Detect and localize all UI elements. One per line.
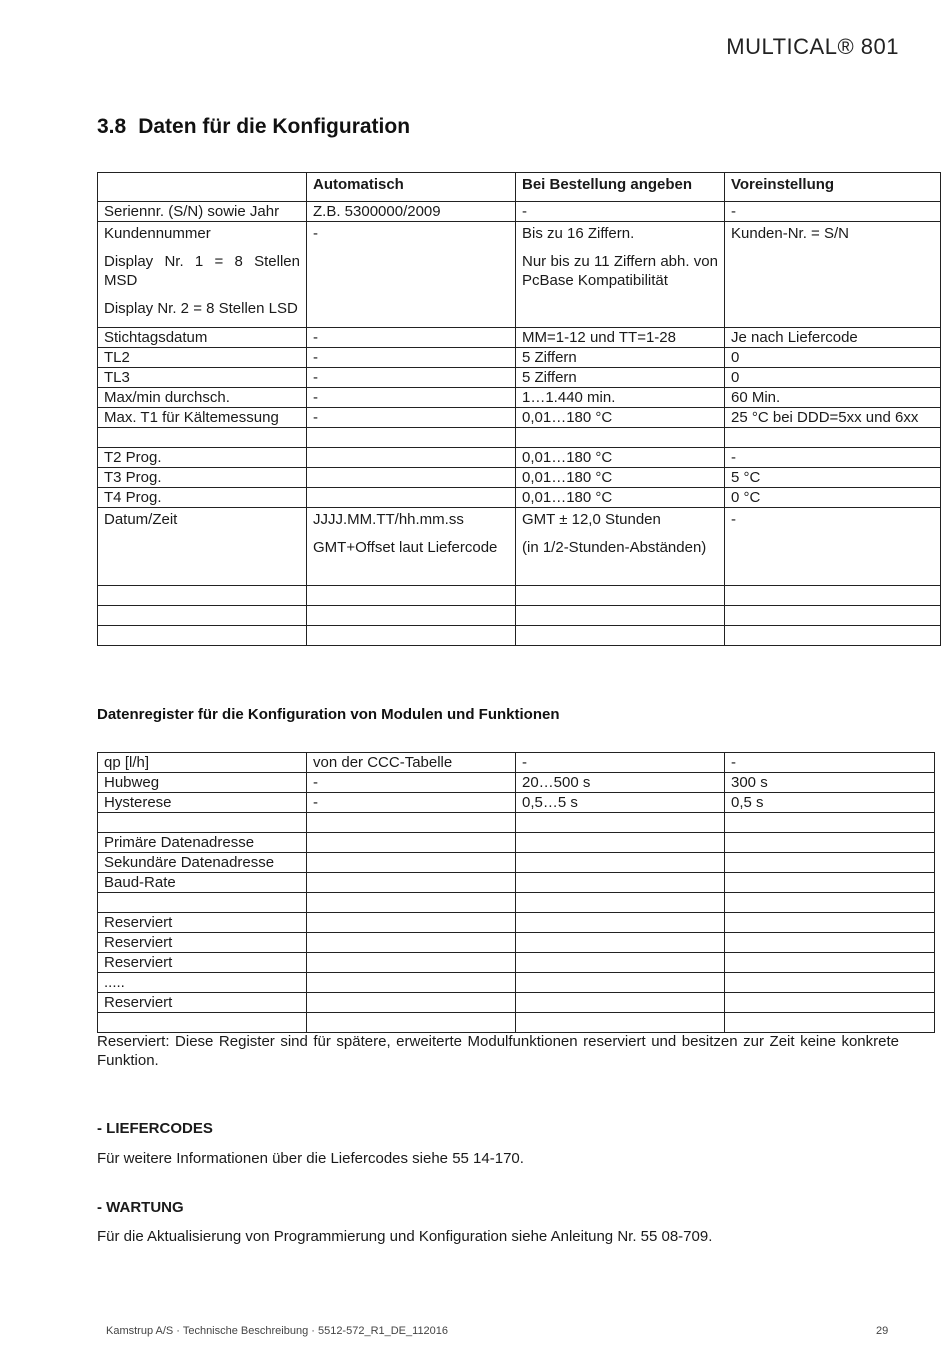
- table-cell: [307, 993, 516, 1013]
- table-row-datum-zeit: [98, 508, 941, 586]
- table-cell: 0,01…180 °C: [516, 468, 725, 488]
- table-cell: -: [307, 328, 516, 348]
- table-row: [98, 873, 935, 893]
- table-cell: [725, 833, 935, 853]
- table-cell: [307, 953, 516, 973]
- table-cell: 300 s: [725, 773, 935, 793]
- table-row-empty: [98, 586, 941, 606]
- table-row: [98, 793, 935, 813]
- order-compat-text: Nur bis zu 11 Ziffern abh. von PcBase Kompatibilität: [522, 253, 718, 289]
- section-heading: [97, 115, 410, 139]
- table-cell: Je nach Liefercode: [725, 328, 941, 348]
- table-cell: 25 °C bei DDD=5xx und 6xx: [725, 408, 941, 428]
- gmt-range-text: GMT ± 12,0 Stunden: [522, 511, 661, 528]
- wartung-heading: - WARTUNG: [97, 1199, 184, 1216]
- table-row: [98, 1013, 935, 1033]
- table-cell: -: [725, 448, 941, 468]
- table-cell: [307, 428, 516, 448]
- table-cell: qp [l/h]: [98, 753, 307, 773]
- table-row: [98, 933, 935, 953]
- modules-subheading: Datenregister für die Konfiguration von Modulen und Funktionen: [97, 706, 560, 723]
- table-cell: [516, 873, 725, 893]
- table-cell: .....: [98, 973, 307, 993]
- column-header-voreinstellung: Voreinstellung: [725, 173, 941, 202]
- table-row: [98, 368, 941, 388]
- table-cell: [307, 508, 516, 586]
- table-row: [98, 773, 935, 793]
- table-cell: [307, 833, 516, 853]
- table-cell: [307, 488, 516, 508]
- table-cell: 0,5 s: [725, 793, 935, 813]
- page-number: 29: [876, 1325, 889, 1337]
- table-cell: 20…500 s: [516, 773, 725, 793]
- gmt-offset-text: GMT+Offset laut Liefercode: [313, 539, 498, 556]
- table-cell: T2 Prog.: [98, 448, 307, 468]
- table-cell: [98, 893, 307, 913]
- table-cell: [516, 913, 725, 933]
- table-row-stichtag: [98, 328, 941, 348]
- table-cell: 60 Min.: [725, 388, 941, 408]
- table-row: [98, 348, 941, 368]
- table-cell: [516, 833, 725, 853]
- order-digits-text: Bis zu 16 Ziffern.: [522, 225, 635, 242]
- table-cell: -: [725, 508, 941, 586]
- table-cell: [307, 973, 516, 993]
- table-row-empty: [98, 606, 941, 626]
- table-cell: 5 °C: [725, 468, 941, 488]
- table-cell: TL2: [98, 348, 307, 368]
- table-cell: [516, 508, 725, 586]
- table-row-empty: [98, 428, 941, 448]
- table-cell: -: [516, 753, 725, 773]
- table-cell: Seriennr. (S/N) sowie Jahr: [98, 202, 307, 222]
- table-cell: Max/min durchsch.: [98, 388, 307, 408]
- table-cell: 0,01…180 °C: [516, 448, 725, 468]
- column-header-automatisch: Automatisch: [307, 173, 516, 202]
- datum-format-text: JJJJ.MM.TT/hh.mm.ss: [313, 511, 464, 528]
- table-cell: -: [516, 202, 725, 222]
- table-row: [98, 853, 935, 873]
- table-cell: [725, 813, 935, 833]
- table-row: [98, 813, 935, 833]
- footer-doc-info: Kamstrup A/S · Technische Beschreibung · 5512-572_R1_DE_112016: [106, 1325, 449, 1337]
- table-cell: MM=1-12 und TT=1-28: [516, 328, 725, 348]
- table-cell: 0,01…180 °C: [516, 408, 725, 428]
- table-cell: von der CCC-Tabelle: [307, 753, 516, 773]
- table-cell: Reserviert: [98, 993, 307, 1013]
- display-1-text: Display Nr. 1 = 8 Stellen MSD: [104, 253, 300, 289]
- table-cell: Hysterese: [98, 793, 307, 813]
- table-cell: [307, 1013, 516, 1033]
- table-row-empty: [98, 626, 941, 646]
- configuration-table: [97, 172, 941, 646]
- section-title: Daten für die Konfiguration: [138, 115, 411, 138]
- gmt-steps-text: (in 1/2-Stunden-Abständen): [522, 539, 707, 556]
- table-header-row: [98, 173, 941, 202]
- table-cell: [307, 448, 516, 468]
- table-cell: 0,5…5 s: [516, 793, 725, 813]
- table-cell: -: [307, 222, 516, 328]
- table-cell: Primäre Datenadresse: [98, 833, 307, 853]
- table-cell: [725, 973, 935, 993]
- table-cell: -: [725, 202, 941, 222]
- table-cell: [516, 813, 725, 833]
- table-cell: [516, 933, 725, 953]
- table-cell: [516, 853, 725, 873]
- table-cell: 0 °C: [725, 488, 941, 508]
- table-cell: 1…1.440 min.: [516, 388, 725, 408]
- table-cell: T3 Prog.: [98, 468, 307, 488]
- table-row: [98, 388, 941, 408]
- table-cell: -: [307, 348, 516, 368]
- table-row: [98, 408, 941, 428]
- table-cell: [98, 222, 307, 328]
- table-row: [98, 202, 941, 222]
- table-cell: Hubweg: [98, 773, 307, 793]
- table-row: [98, 488, 941, 508]
- table-cell: [725, 428, 941, 448]
- table-row-kundennummer: [98, 222, 941, 328]
- liefercodes-text: Für weitere Informationen über die Liefercodes siehe 55 14-170.: [97, 1150, 524, 1167]
- table-cell: [516, 973, 725, 993]
- table-cell: Datum/Zeit: [98, 508, 307, 586]
- table-cell: [307, 913, 516, 933]
- table-row: [98, 913, 935, 933]
- table-cell: 0,01…180 °C: [516, 488, 725, 508]
- table-cell: [725, 953, 935, 973]
- table-cell: [98, 428, 307, 448]
- table-cell: [725, 993, 935, 1013]
- table-cell: [307, 893, 516, 913]
- table-cell: -: [307, 793, 516, 813]
- kundennummer-label: Kundennummer: [104, 225, 211, 242]
- table-cell: 0: [725, 368, 941, 388]
- table-cell: [516, 222, 725, 328]
- table-cell: -: [307, 773, 516, 793]
- table-row: [98, 753, 935, 773]
- table-row: [98, 993, 935, 1013]
- table-cell: [98, 813, 307, 833]
- table-row: [98, 953, 935, 973]
- table-cell: [725, 913, 935, 933]
- table-cell: Reserviert: [98, 913, 307, 933]
- liefercodes-heading: - LIEFERCODES: [97, 1120, 213, 1137]
- column-header-bestellung: Bei Bestellung angeben: [516, 173, 725, 202]
- column-header: [98, 173, 307, 202]
- table-cell: 5 Ziffern: [516, 368, 725, 388]
- table-cell: Sekundäre Datenadresse: [98, 853, 307, 873]
- table-cell: [725, 873, 935, 893]
- table-cell: [725, 893, 935, 913]
- table-cell: -: [307, 388, 516, 408]
- table-cell: Kunden-Nr. = S/N: [725, 222, 941, 328]
- table-cell: [307, 468, 516, 488]
- table-cell: TL3: [98, 368, 307, 388]
- table-cell: [516, 1013, 725, 1033]
- table-row: [98, 468, 941, 488]
- table-cell: Stichtagsdatum: [98, 328, 307, 348]
- table-cell: -: [725, 753, 935, 773]
- table-cell: [307, 933, 516, 953]
- table-cell: Reserviert: [98, 953, 307, 973]
- table-cell: [516, 428, 725, 448]
- table-cell: [725, 853, 935, 873]
- table-cell: 0: [725, 348, 941, 368]
- table-row: [98, 973, 935, 993]
- table-cell: [98, 1013, 307, 1033]
- table-cell: -: [307, 368, 516, 388]
- table-cell: [307, 813, 516, 833]
- table-cell: [516, 953, 725, 973]
- reserved-note: Reserviert: Diese Register sind für spätere, erweiterte Modulfunktionen reserviert und besitzen zur Zeit keine konkrete Funktion.: [97, 1033, 899, 1069]
- table-row: [98, 833, 935, 853]
- table-cell: [516, 993, 725, 1013]
- table-cell: Baud-Rate: [98, 873, 307, 893]
- display-2-text: Display Nr. 2 = 8 Stellen LSD: [104, 300, 298, 317]
- table-cell: [725, 933, 935, 953]
- table-cell: Reserviert: [98, 933, 307, 953]
- table-row: [98, 448, 941, 468]
- table-cell: -: [307, 408, 516, 428]
- table-cell: [307, 853, 516, 873]
- table-cell: Z.B. 5300000/2009: [307, 202, 516, 222]
- document-header-title: MULTICAL® 801: [726, 34, 899, 59]
- section-number: 3.8: [97, 115, 127, 138]
- table-cell: Max. T1 für Kältemessung: [98, 408, 307, 428]
- table-row: [98, 893, 935, 913]
- wartung-text: Für die Aktualisierung von Programmierung und Konfiguration siehe Anleitung Nr. 55 08-709.: [97, 1228, 713, 1245]
- table-cell: T4 Prog.: [98, 488, 307, 508]
- table-cell: 5 Ziffern: [516, 348, 725, 368]
- module-register-table: [97, 752, 935, 1033]
- table-cell: [725, 1013, 935, 1033]
- table-cell: [516, 893, 725, 913]
- table-cell: [307, 873, 516, 893]
